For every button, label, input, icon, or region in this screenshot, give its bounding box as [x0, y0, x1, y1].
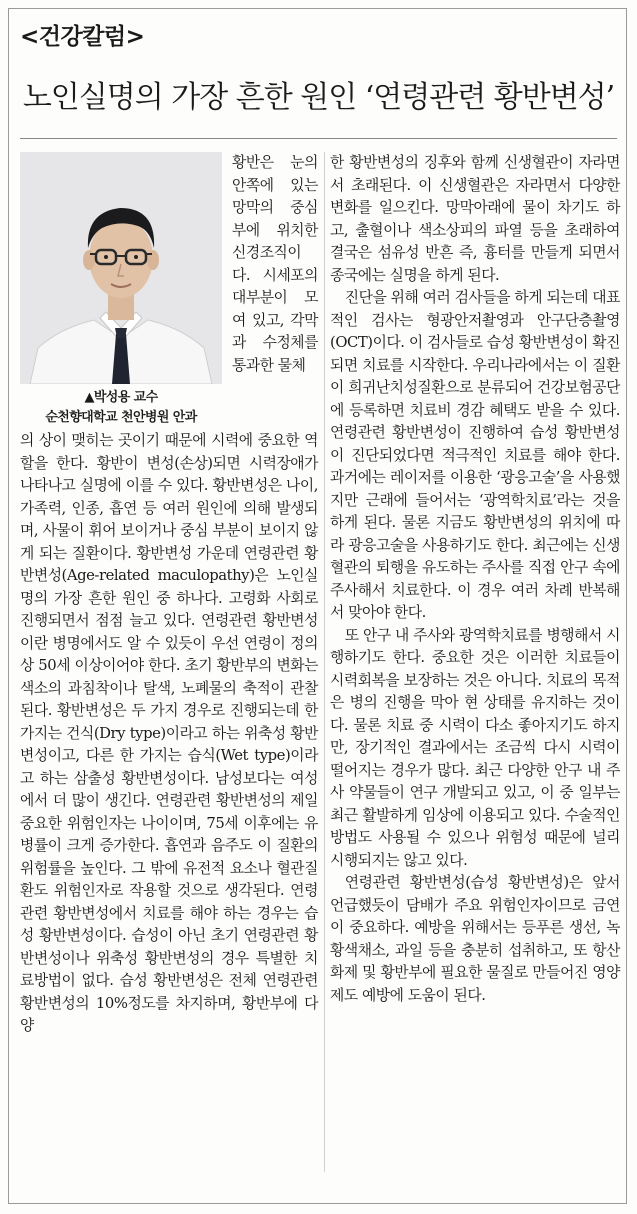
left-column-text: 의 상이 맺히는 곳이기 때문에 시력에 중요한 역할을 한다. 황반이 변성(손상)되면 시력장애가 나타나고 실명에 이를 수 있다. 황반변성은 나이, 가족력, 인종, 흡연 등 여러 원인에 의해 발생되며, 사물이 휘어 보이거나 중심 부분이 보이지 않게 되는 질환이다. 황반변성 가운데 연령관련 황반변성(Age-related maculopathy)은 노인실명의 가장 흔한 원인 중 하나다. 고령화 사회로 진행되면서 점점 늘고 있다. 연령관련 황반변성이란 병명에서도 알 수 있듯이 우선 연령이 정의상 50세 이상이어야 한다. 초기 황반부의 변화는 색소의 과침착이나 탈색, 노폐물의 축적이 관찰된다. 황반변성은 두 가지 경우로 진행되는데 한 가지는 건식(Dry type)이라고 하는 위축성 황반변성이고, 다른 한 가지는 습식(Wet type)이라고 하는 삼출성 황반변성이다. 남성보다는 여성에서 더 많이 생긴다. 연령관련 황반변성의 제일 중요한 위험인자는 나이이며, 75세 이후에는 유병률이 크게 증가한다. 흡연과 음주도 이 질환의 위험률을 높인다. 그 밖에 유전적 요소나 혈관질환도 위험인자로 작용할 것으로 생각된다. 연령관련 황반변성에서 치료를 해야 하는 경우는 습성 황반변성이다. 습성이 아닌 초기 연령관련 황반변성이나 위축성 황반변성의 경우 특별한 치료방법이 없다. 습성 황반변성은 전체 연령관련 황반변성의 10%정도를 차지하며, 황반부에 다양 — [20, 432, 318, 1034]
right-column — [330, 152, 620, 1007]
caption-name: ▲박성용 교수 — [84, 390, 158, 405]
headline-divider — [20, 138, 617, 139]
column-kicker: <건강칼럼> — [20, 24, 145, 50]
paragraph-diagnosis: 진단을 위해 여러 검사들을 하게 되는데 대표적인 검사는 형광안저촬영과 안구단층촬영(OCT)이다. 이 검사들로 습성 황반변성이 확진되면 치료를 시작한다. 우리나라에서는 이 질환이 희귀난치성질환으로 분류되어 건강보험공단에 등록하면 치료비 경감 혜택도 받을 수 있다. 연령관련 황반변성이 진행하여 습성 황반변성이 진단되었다면 적극적인 치료를 해야 한다. 과거에는 레이저를 이용한 ‘광응고술’을 사용했지만 근래에 들어서는 ‘광역학치료’라는 것을 하게 된다. 물론 지금도 황반변성의 위치에 따라 광응고술을 사용하기도 한다. 최근에는 신생혈관의 퇴행을 유도하는 주사를 직접 안구 속에 주사해서 치료한다. 이 경우 여러 차례 반복해서 맞아야 한다. — [330, 289, 620, 621]
intro-text: 황반은 눈의 안쪽에 있는 망막의 중심부에 위치한 신경조직이다. 시세포의 대부분이 모여 있고, 각막과 수정체를 통과한 물체 — [232, 154, 318, 374]
intro-wrap-column — [232, 152, 318, 377]
paragraph-continued: 한 황반변성의 징후와 함께 신생혈관이 자라면서 초래된다. 이 신생혈관은 자라면서 다양한 변화를 일으킨다. 망막아래에 물이 차기도 하고, 출혈이나 색소상피의 파열 등을 초래하여 결국은 섬유성 반흔 즉, 흉터를 만들게 되면서 종국에는 실명을 하게 된다. — [330, 154, 620, 284]
column-divider — [324, 152, 325, 1172]
author-photo — [20, 152, 222, 384]
left-column — [20, 430, 318, 1038]
article-headline: 노인실명의 가장 흔한 원인 ‘연령관련 황반변성’ — [22, 80, 615, 115]
paragraph-treatment: 또 안구 내 주사와 광역학치료를 병행해서 시행하기도 한다. 중요한 것은 이러한 치료들이 시력회복을 보장하는 것은 아니다. 치료의 목적은 병의 진행을 막아 현 상태를 유지하는 것이다. 물론 치료 중 시력이 다소 좋아지기도 하지만, 장기적인 결과에서는 조금씩 다시 시력이 떨어지는 경우가 많다. 최근 다양한 안구 내 주사 약물들이 연구 개발되고 있고, 이 중 일부는 최근 활발하게 임상에 이용되고 있다. 수술적인 방법도 사용될 수 있으나 위험성 때문에 널리 시행되지는 않고 있다. — [330, 626, 620, 869]
paragraph-prevention: 연령관련 황반변성(습성 황반변성)은 앞서 언급했듯이 담배가 주요 위험인자이므로 금연이 중요하다. 예방을 위해서는 등푸른 생선, 녹황색채소, 과일 등을 충분히 섭취하고, 또 항산화제 및 황반부에 필요한 물질로 만들어진 영양제도 예방에 도움이 된다. — [330, 874, 620, 1004]
caption-affiliation: 순천향대학교 천안병원 안과 — [45, 410, 197, 425]
photo-caption — [20, 388, 222, 428]
